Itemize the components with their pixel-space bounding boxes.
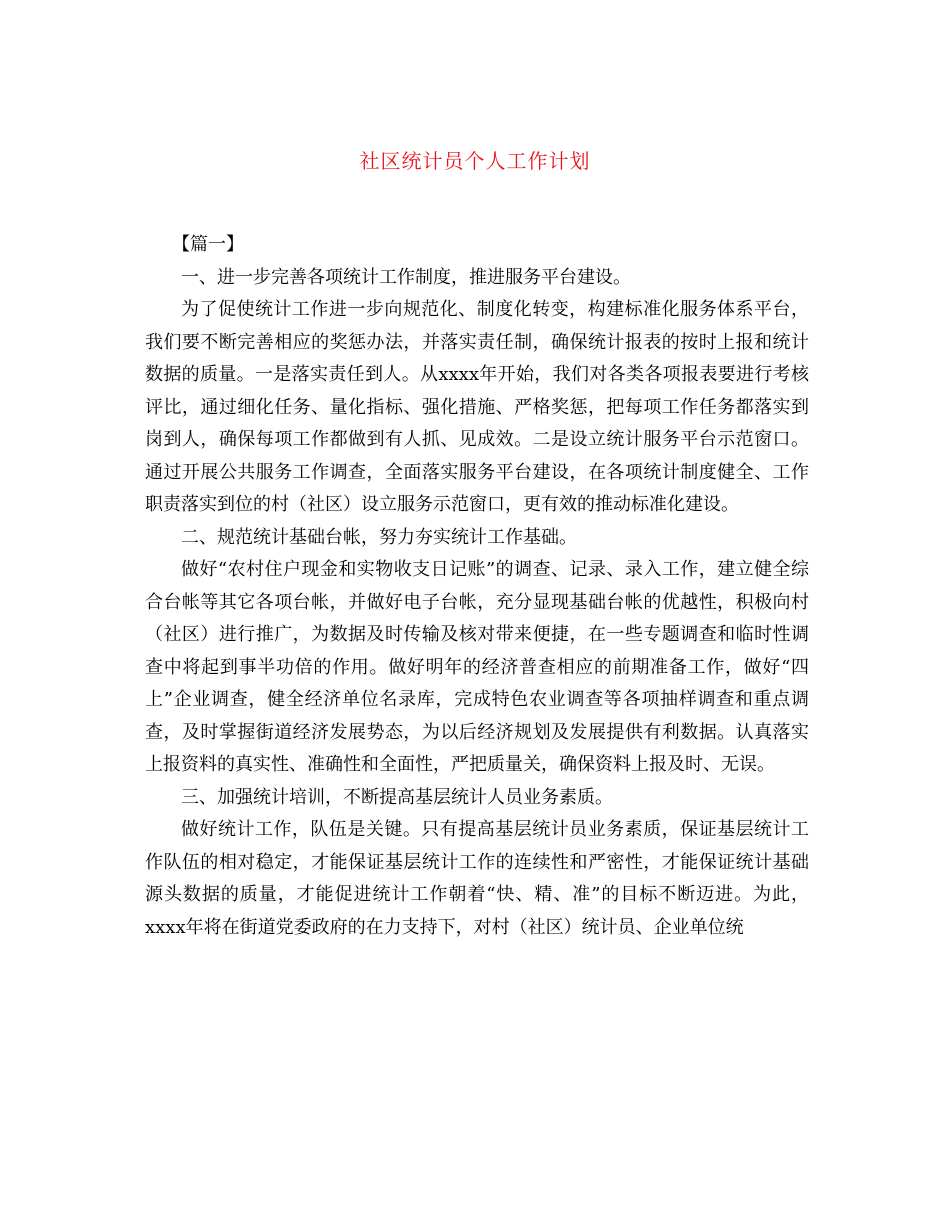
section-heading-3: 三、加强统计培训，不断提高基层统计人员业务素质。 xyxy=(181,786,613,808)
section-heading-1: 一、进一步完善各项统计工作制度，推进服务平台建设。 xyxy=(181,266,631,288)
document-body xyxy=(145,229,809,944)
paragraph-2: 做好“农村住户现金和实物收支日记账”的调查、记录、录入工作，建立健全综合台帐等其它各项台帐，并做好电子台帐，充分显现基础台帐的优越性，积极向村（社区）进行推广，为数据及时传输及核对带来便捷，在一些专题调查和临时性调查中将起到事半功倍的作用。做好明年的经济普查相应的前期准备工作，做好“四上”企业调查，健全经济单位名录库，完成特色农业调查等各项抽样调查和重点调查，及时掌握街道经济发展势态，为以后经济规划及发展提供有利数据。认真落实上报资料的真实性、准确性和全面性，严把质量关，确保资料上报及时、无误。 xyxy=(145,559,809,775)
section-heading-2: 二、规范统计基础台帐，努力夯实统计工作基础。 xyxy=(181,526,577,548)
document-title: 社区统计员个人工作计划 xyxy=(359,149,591,173)
paragraph-3: 做好统计工作，队伍是关键。只有提高基层统计员业务素质，保证基层统计工作队伍的相对稳定，才能保证基层统计工作的连续性和严密性，才能保证统计基础源头数据的质量，才能促进统计工作朝着“快、精、准”的目标不断迈进。为此，xxxx年将在街道党委政府的在力支持下，对村（社区）统计员、企业单位统 xyxy=(145,819,809,938)
paragraph-1: 为了促使统计工作进一步向规范化、制度化转变，构建标准化服务体系平台，我们要不断完善相应的奖惩办法，并落实责任制，确保统计报表的按时上报和统计数据的质量。一是落实责任到人。从xxxx年开始，我们对各类各项报表要进行考核评比，通过细化任务、量化指标、强化措施、严格奖惩，把每项工作任务都落实到岗到人，确保每项工作都做到有人抓、见成效。二是设立统计服务平台示范窗口。通过开展公共服务工作调查，全面落实服务平台建设，在各项统计制度健全、工作职责落实到位的村（社区）设立服务示范窗口，更有效的推动标准化建设。 xyxy=(145,299,809,515)
section-label: 【篇一】 xyxy=(172,234,244,255)
